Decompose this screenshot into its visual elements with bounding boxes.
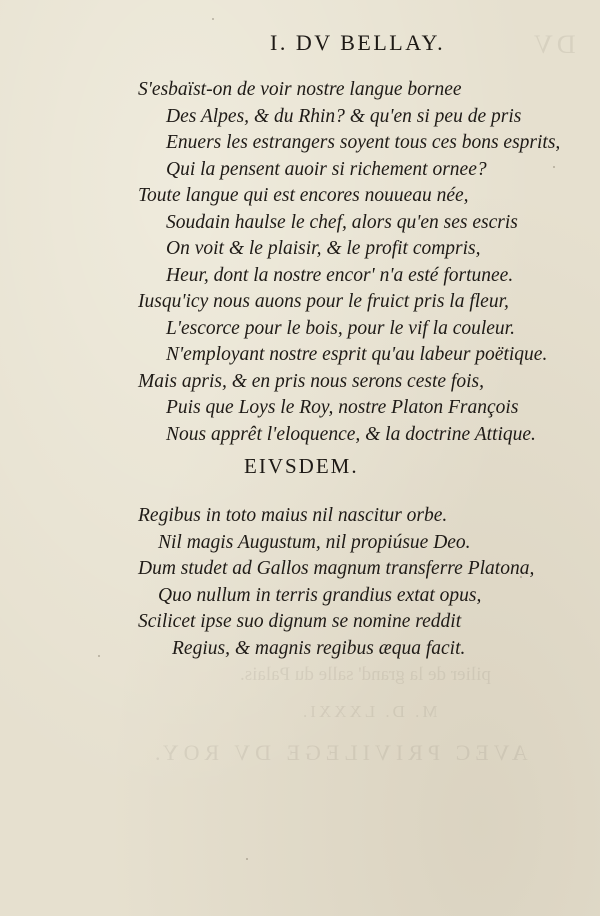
verse-line: Nil magis Augustum, nil propiúsue Deo. [158, 531, 471, 553]
verse-line: Heur, dont la nostre encor' n'a esté fortunee. [166, 264, 514, 286]
verse-line: Nous apprêt l'eloquence, & la doctrine Attique. [166, 423, 536, 445]
verse-line: Soudain haulse le chef, alors qu'en ses escris [166, 211, 518, 233]
paper-speck [212, 18, 214, 20]
show-through-text: DV [530, 30, 576, 59]
verse-line: L'escorce pour le bois, pour le vif la couleur. [166, 317, 515, 339]
verse-line: Regibus in toto maius nil nascitur orbe. [138, 505, 448, 526]
verse-line: S'esbaïst-on de voir nostre langue bornee [138, 79, 462, 100]
latin-epigram [138, 503, 534, 662]
verse-line: Toute langue qui est encores nouueau née, [138, 185, 469, 206]
show-through-text: M. D. LXXXI. [300, 702, 438, 721]
verse-line: Scilicet ipse suo dignum se nomine reddit [138, 611, 462, 632]
sonnet [138, 77, 560, 448]
running-head: I. DV BELLAY. [270, 30, 446, 55]
section-title: EIVSDEM. [244, 454, 359, 478]
verse-line: Qui la pensent auoir si richement ornee? [166, 158, 487, 180]
paper-speck [246, 858, 248, 860]
verse-line: N'employant nostre esprit qu'au labeur poëtique. [166, 344, 548, 365]
verse-line: Mais apris, & en pris nous serons ceste fois, [138, 370, 484, 392]
verse-line: Regius, & magnis regibus æqua facit. [172, 637, 466, 659]
verse-line: Dum studet ad Gallos magnum transferre Platona, [138, 558, 535, 579]
paper-speck [98, 655, 100, 657]
show-through-text: AVEC PRIVILEGE DV ROY. [150, 740, 528, 765]
verse-line: On voit & le plaisir, & le profit compris, [166, 238, 481, 259]
verse-line: Enuers les estrangers soyent tous ces bons esprits, [166, 132, 561, 153]
verse-line: Des Alpes, & du Rhin? & qu'en si peu de pris [166, 105, 522, 127]
verse-line: Iusqu'icy nous auons pour le fruict pris la fleur, [138, 291, 509, 312]
show-through-text: pilier de la grand' salle du Palais. [240, 664, 491, 685]
verse-line: Quo nullum in terris grandius extat opus, [158, 584, 482, 606]
verse-line: Puis que Loys le Roy, nostre Platon François [166, 397, 519, 418]
